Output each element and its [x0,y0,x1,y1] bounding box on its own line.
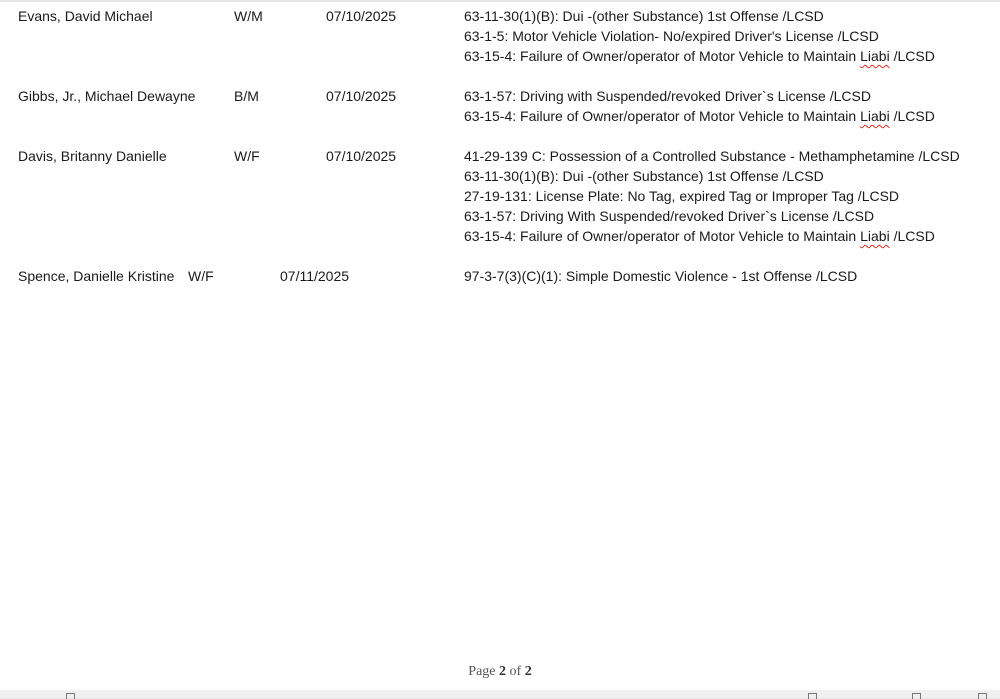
charge-line: 63-11-30(1)(B): Dui -(other Substance) 1st Offense /LCSD [464,168,824,184]
spellcheck-flagged-word[interactable]: Liabi [860,48,890,64]
arrest-date: 07/10/2025 [326,8,397,24]
charge-line: 63-15-4: Failure of Owner/operator of Motor Vehicle to Maintain Liabi /LCSD [464,48,935,64]
arrest-date: 07/11/2025 [280,268,350,284]
defendant-name: Evans, David Michael [18,8,153,24]
charge-line: 63-15-4: Failure of Owner/operator of Motor Vehicle to Maintain Liabi /LCSD [464,108,935,124]
focus-mode-icon[interactable] [808,693,817,699]
charge-list [464,146,960,246]
current-page-number: 2 [499,664,507,679]
charge-line: 27-19-131: License Plate: No Tag, expired Tag or Improper Tag /LCSD [464,188,900,204]
total-page-count: 2 [524,664,532,679]
race-sex: W/F [234,148,260,164]
race-sex: W/M [234,8,263,24]
page-number-footer: Page 2 of 2 [468,664,532,679]
arrest-date: 07/10/2025 [326,88,397,104]
charge-line: 63-1-5: Motor Vehicle Violation- No/expired Driver's License /LCSD [464,28,879,44]
charge-line: 63-1-57: Driving with Suspended/revoked Driver`s License /LCSD [464,88,871,104]
defendant-name: Spence, Danielle Kristine [18,268,175,284]
print-layout-icon[interactable] [978,693,987,699]
charge-line: 63-15-4: Failure of Owner/operator of Motor Vehicle to Maintain Liabi /LCSD [464,228,935,244]
spellcheck-flagged-word[interactable]: Liabi [860,228,890,244]
document-page [0,2,1000,690]
charge-list [464,266,857,286]
read-mode-icon[interactable] [912,693,921,699]
status-bar [0,690,1000,698]
arrest-date: 07/10/2025 [326,148,397,164]
charge-list [464,6,935,66]
charge-line: 63-1-57: Driving With Suspended/revoked Driver`s License /LCSD [464,208,875,224]
spellcheck-flagged-word[interactable]: Liabi [860,108,890,124]
defendant-name: Davis, Britanny Danielle [18,148,167,164]
race-sex: B/M [234,88,259,104]
defendant-name: Gibbs, Jr., Michael Dewayne [18,88,196,104]
race-sex: W/F [188,268,214,284]
charge-line: 97-3-7(3)(C)(1): Simple Domestic Violence - 1st Offense /LCSD [464,268,858,284]
charge-line: 41-29-139 C: Possession of a Controlled Substance - Methamphetamine /LCSD [464,148,960,164]
page-view-icon[interactable] [66,693,75,699]
charge-line: 63-11-30(1)(B): Dui -(other Substance) 1st Offense /LCSD [464,8,824,24]
charge-list [464,86,935,126]
